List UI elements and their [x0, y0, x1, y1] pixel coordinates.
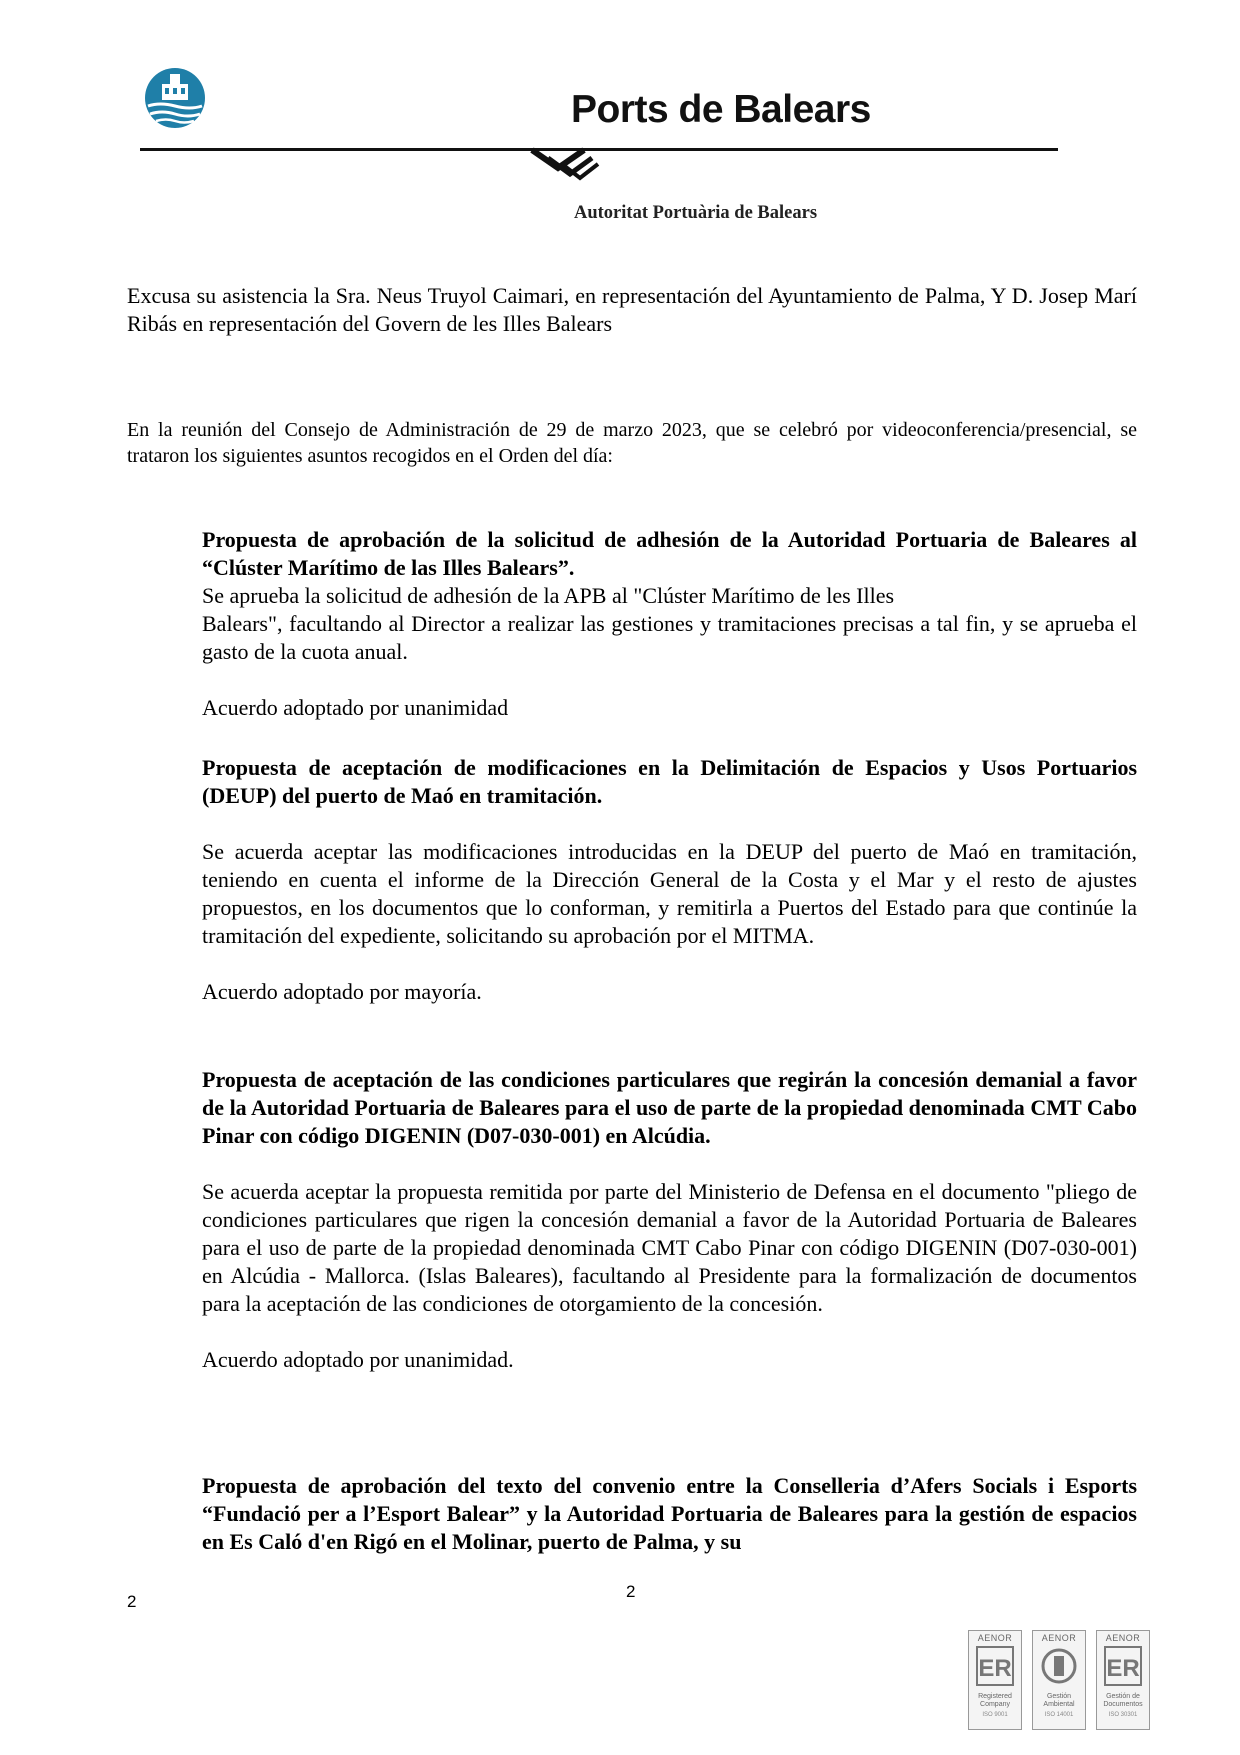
cert-iso: ISO 14001	[1044, 1712, 1074, 1718]
agenda-item-result: Acuerdo adoptado por unanimidad.	[202, 1347, 514, 1372]
er-badge-icon	[976, 1646, 1014, 1686]
cert-caption: Registered Company	[978, 1693, 1012, 1708]
agenda-item-title: Propuesta de aprobación del texto del convenio entre la Conselleria d’Afers Socials i Esports “Fundació per a l’Esport Balear” y la Autoridad Portuaria de Baleares para la gestión de espacios en Es Caló d'en Rigó en el Molinar, puerto de Palma, y su	[202, 1473, 1137, 1554]
meeting-intro-paragraph: En la reunión del Consejo de Administración de 29 de marzo 2023, que se celebró por videoconferencia/presencial, se trataron los siguientes asuntos recogidos en el Orden del día:	[127, 419, 1137, 467]
agenda-item-3	[202, 1066, 1137, 1374]
certification-badges	[968, 1630, 1150, 1730]
agenda-item-title: Propuesta de aceptación de las condiciones particulares que regirán la concesión demanial a favor de la Autoridad Portuaria de Baleares para el uso de parte de la propiedad denominada CMT Cabo Pinar con código DIGENIN (D07-030-001) en Alcúdia.	[202, 1067, 1137, 1148]
agenda-item-4	[202, 1472, 1137, 1556]
cert-badge-registered-company	[968, 1630, 1022, 1730]
er-badge-icon	[1104, 1646, 1142, 1686]
port-building-icon	[140, 66, 210, 130]
agenda-item-title: Propuesta de aceptación de modificaciones en la Delimitación de Espacios y Usos Portuarios (DEUP) del puerto de Maó en tramitación.	[202, 755, 1137, 808]
agenda-item-result: Acuerdo adoptado por mayoría.	[202, 979, 482, 1004]
cert-org: AENOR	[1041, 1633, 1077, 1643]
svg-text:ER: ER	[978, 1655, 1012, 1682]
environmental-badge-icon	[1040, 1646, 1078, 1686]
attendance-excuse-paragraph: Excusa su asistencia la Sra. Neus Truyol Caimari, en representación del Ayuntamiento de Palma, Y D. Josep Marí Ribás en representación del Govern de les Illes Balears	[127, 283, 1137, 336]
brand-title: Ports de Balears	[571, 88, 871, 131]
cert-caption: Gestión Ambiental	[1043, 1693, 1075, 1708]
agenda-item-title: Propuesta de aprobación de la solicitud de adhesión de la Autoridad Portuaria de Baleares al “Clúster Marítimo de las Illes Balears”.	[202, 527, 1137, 580]
svg-text:ER: ER	[1106, 1655, 1140, 1682]
cert-org: AENOR	[1105, 1633, 1141, 1643]
page-number-left: 2	[127, 1592, 137, 1611]
agenda-item-body: Se acuerda aceptar las modificaciones introducidas en la DEUP del puerto de Maó en tramitación, teniendo en cuenta el informe de la Dirección General de la Costa y el Mar y el resto de ajustes propuestos, en los documentos que lo conforman, y remitirla a Puertos del Estado para que continúe la tramitación del expediente, solicitando su aprobación por el MITMA.	[202, 839, 1137, 948]
cert-badge-environmental	[1032, 1630, 1086, 1730]
agenda-item-body: Se acuerda aceptar la propuesta remitida por parte del Ministerio de Defensa en el documento "pliego de condiciones particulares que rigen la concesión demanial a favor de la Autoridad Portuaria de Baleares para el uso de parte de la propiedad denominada CMT Cabo Pinar con código DIGENIN (D07-030-001) en Alcúdia - Mallorca. (Islas Baleares), facultando al Presidente para la formalización de documentos para la aceptación de las condiciones de otorgamiento de la concesión.	[202, 1179, 1137, 1316]
wave-chevrons-icon	[528, 144, 618, 184]
agenda-item-body: Balears", facultando al Director a realizar las gestiones y tramitaciones precisas a tal fin, y se aprueba el gasto de la cuota anual.	[202, 611, 1137, 664]
cert-badge-document-management	[1096, 1630, 1150, 1730]
agenda-item-body-line: Se aprueba la solicitud de adhesión de la APB al "Clúster Marítimo de les Illes	[202, 583, 895, 608]
cert-iso: ISO 9001	[982, 1712, 1008, 1718]
agenda-item-1	[202, 526, 1137, 722]
agenda-item-2	[202, 754, 1137, 1006]
authority-subtitle: Autoritat Portuària de Balears	[574, 203, 818, 223]
page-number-center: 2	[626, 1582, 636, 1601]
cert-caption: Gestión de Documentos	[1103, 1693, 1143, 1708]
cert-org: AENOR	[977, 1633, 1013, 1643]
cert-iso: ISO 30301	[1108, 1712, 1138, 1718]
agenda-item-result: Acuerdo adoptado por unanimidad	[202, 695, 509, 720]
